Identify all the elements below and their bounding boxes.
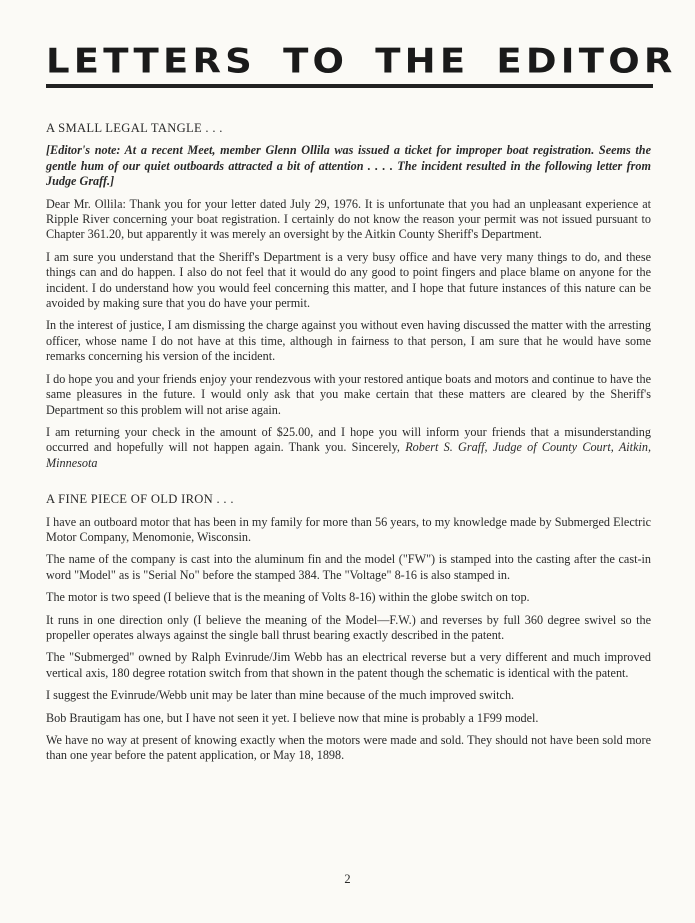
letter-paragraph: Bob Brautigam has one, but I have not seen it yet. I believe now that mine is probably a 1F99 model. (46, 710, 539, 725)
letter-paragraph: The "Submerged" owned by Ralph Evinrude/Jim Webb has an electrical reverse but a very different and much improved vertical axis, 180 degree rotation switch from that shown in the patent though the schematic is identical with the patent. (46, 650, 651, 680)
masthead-rule (46, 84, 653, 88)
page-number: 2 (344, 872, 351, 886)
letter-paragraph: I am sure you understand that the Sheriff's Department is a very busy office and have very many things to do, and these things can and do happen. I also do not feel that it would do any good to point fingers and place blame on anyone for the incident. I do understand how you would feel concerning this matter, and I hope that future instances of this nature can be avoided by making sure that you do have your permit. (46, 249, 651, 311)
masthead-title: LETTERS TO THE EDITOR (46, 41, 677, 81)
letter-paragraph: Dear Mr. Ollila: Thank you for your letter dated July 29, 1976. It is unfortunate that you had an unpleasant experience at Ripple River concerning your boat registration. I certainly do not know the reason your permit was not issued pursuant to Chapter 361.20, but apparently it was merely an oversight by the Aitkin County Sheriff's Department. (46, 196, 651, 242)
closing-text: I am returning your check in the amount of $25.00, and I hope you will inform your friends that a misunderstanding occurred and hopefully will not happen again. Thank you. Sincerely, (46, 424, 651, 455)
letter-paragraph: The name of the company is cast into the aluminum fin and the model ("FW") is stamped into the casting after the cast-in word "Model" as is "Serial No" before the stamped 384. The "Voltage" 8-16 is also stamped in. (46, 552, 651, 582)
letter-paragraph: In the interest of justice, I am dismissing the charge against you without even having discussed the matter with the arresting officer, whose name I do not have at this time, although in fairness to that person, I am sure that he would have some remarks concerning his version of the incident. (46, 318, 651, 364)
letter-old-iron (46, 492, 651, 764)
letter-paragraph: I do hope you and your friends enjoy your rendezvous with your restored antique boats and motors and continue to have the same pleasures in the future. I would only ask that you make certain that these matters are cleared by the Sheriff's Department so this problem will not arise again. (46, 371, 651, 417)
letter-paragraph: I have an outboard motor that has been in my family for more than 56 years, to my knowledge made by Submerged Electric Motor Company, Menomonie, Wisconsin. (46, 514, 651, 544)
letter-paragraph: We have no way at present of knowing exactly when the motors were made and sold. They should not have been sold more than one year before the patent application, or May 18, 1898. (46, 733, 651, 763)
letter-paragraph: I suggest the Evinrude/Webb unit may be later than mine because of the much improved switch. (46, 688, 515, 703)
letters-column (46, 121, 651, 771)
signature: Robert S. Graff, Judge of County Court, Aitkin, Minnesota (46, 440, 652, 470)
letter-paragraph: The motor is two speed (I believe that is the meaning of Volts 8-16) within the globe switch on top. (46, 590, 530, 605)
editor-note: [Editor's note: At a recent Meet, member Glenn Ollila was issued a ticket for improper boat registration. Seems the gentle hum of our quiet outboards attracted a bit of attention . . . . The incident resulted in the following letter from Judge Graff.] (46, 143, 651, 189)
section-heading: A SMALL LEGAL TANGLE . . . (46, 121, 223, 135)
section-gap (46, 478, 651, 492)
letter-closing (46, 425, 651, 471)
letter-legal-tangle (46, 121, 651, 471)
section-heading: A FINE PIECE OF OLD IRON . . . (46, 492, 234, 507)
masthead (46, 41, 677, 84)
letter-paragraph: It runs in one direction only (I believe the meaning of the Model—F.W.) and reverses by full 360 degree swivel so the propeller operates always against the single ball thrust bearing exactly described in the patent. (46, 612, 651, 642)
